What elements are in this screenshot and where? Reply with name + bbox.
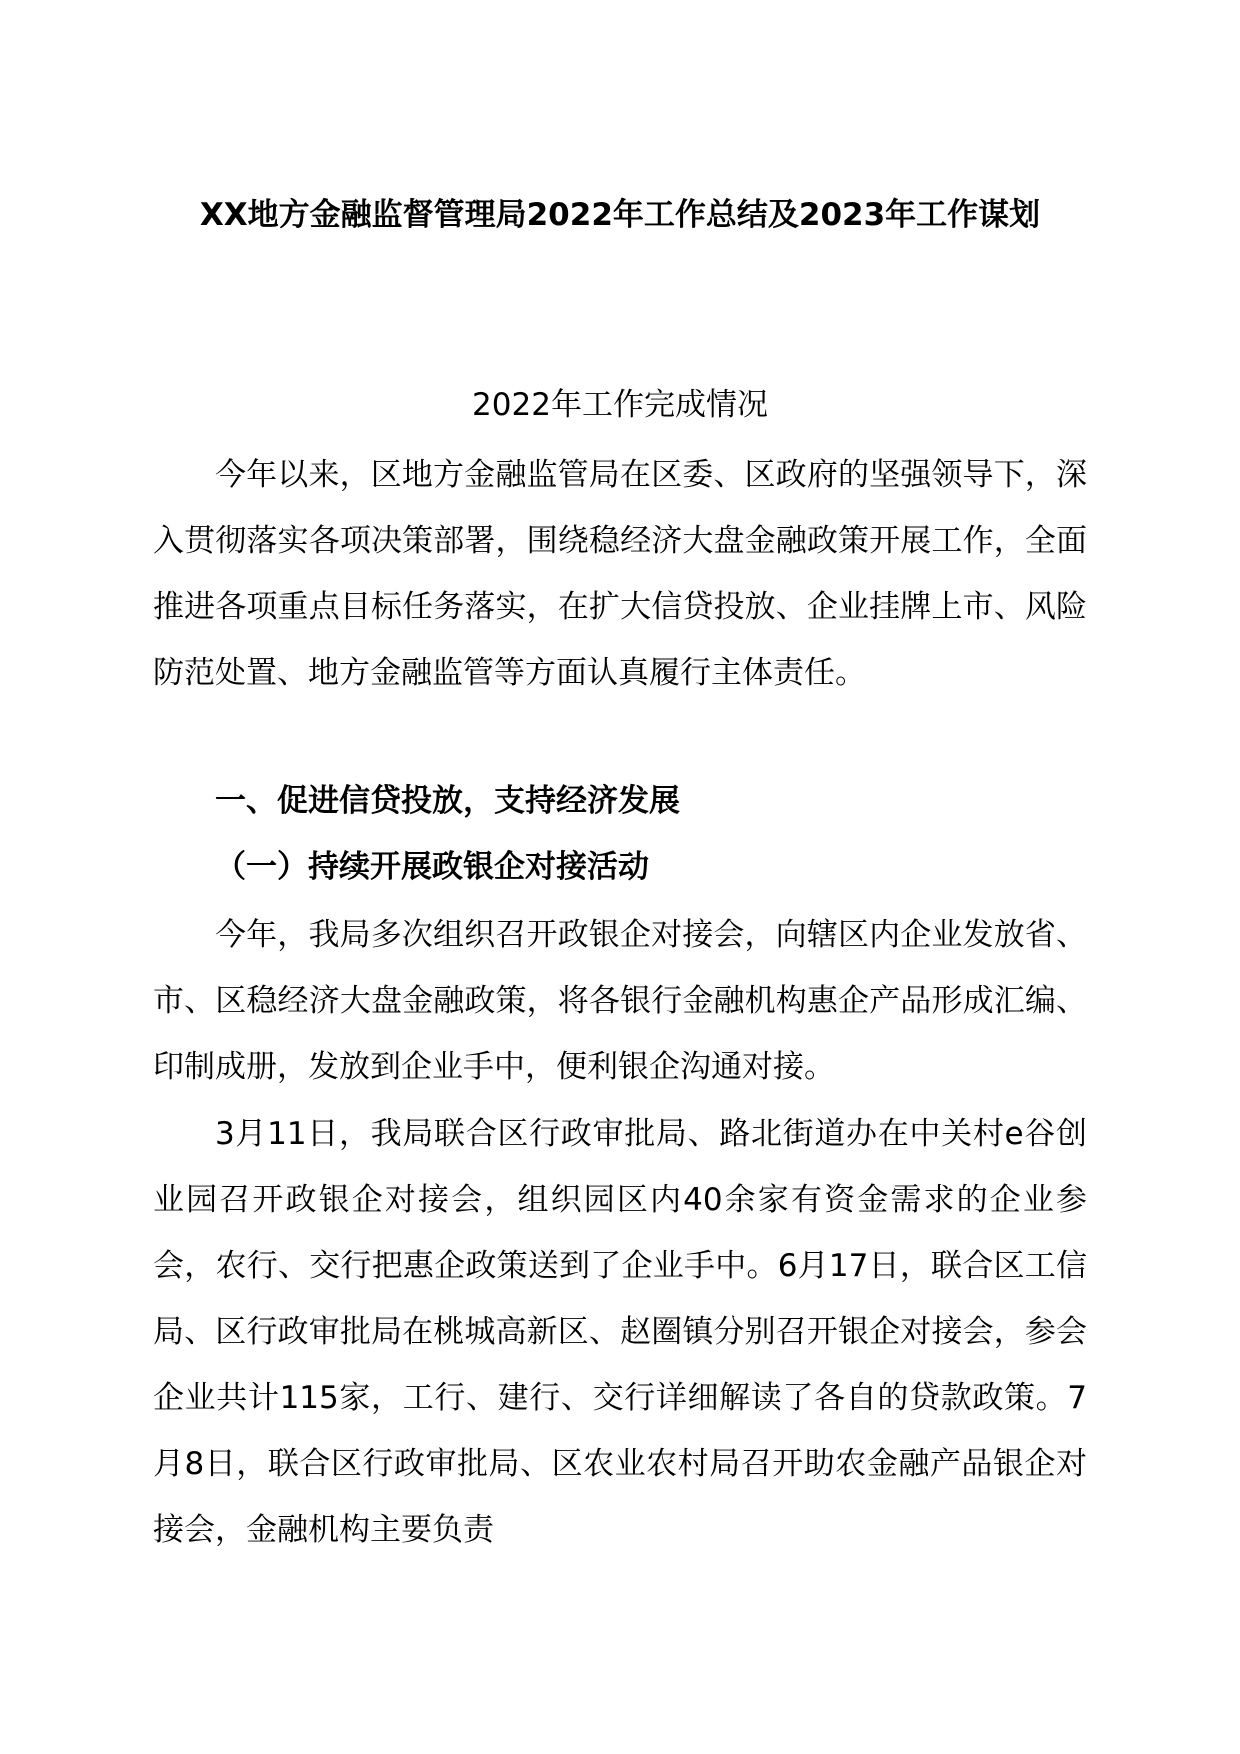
- body-paragraph: 今年，我局多次组织召开政银企对接会，向辖区内企业发放省、市、区稳经济大盘金融政策，将各银行金融机构惠企产品形成汇编、印制成册，发放到企业手中，便利银企沟通对接。: [153, 917, 1087, 1085]
- heading-level1: 一、促进信贷投放，支持经济发展: [215, 783, 680, 819]
- section-title: 2022年工作完成情况: [472, 387, 768, 423]
- intro-paragraph: 今年以来，区地方金融监管局在区委、区政府的坚强领导下，深入贯彻落实各项决策部署，围绕稳经济大盘金融政策开展工作，全面推进各项重点目标任务落实，在扩大信贷投放、企业挂牌上市、风险防范处置、地方金融监管等方面认真履行主体责任。: [153, 457, 1087, 691]
- heading-level2: （一）持续开展政银企对接活动: [215, 849, 649, 885]
- body-paragraph: 3月11日，我局联合区行政审批局、路北街道办在中关村e谷创业园召开政银企对接会，组织园区内40余家有资金需求的企业参会，农行、交行把惠企政策送到了企业手中。6月17日，联合区工信局、区行政审批局在桃城高新区、赵圈镇分别召开银企对接会，参会企业共计115家，工行、建行、交行详细解读了各自的贷款政策。7月8日，联合区行政审批局、区农业农村局召开助农金融产品银企对接会，金融机构主要负责: [153, 1116, 1087, 1548]
- document-title: XX地方金融监督管理局2022年工作总结及2023年工作谋划: [199, 197, 1041, 233]
